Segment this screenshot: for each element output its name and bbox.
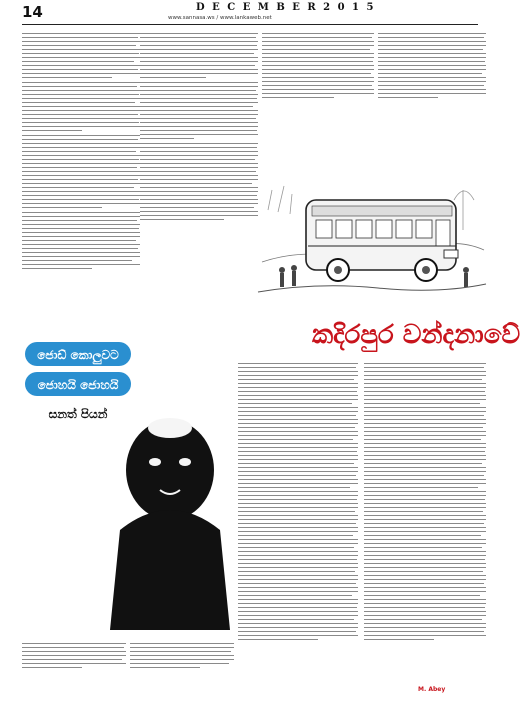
column-3 [262,30,374,102]
text-paragraph [140,33,258,78]
text-paragraph [22,135,140,208]
website-urls: www.sannasa.ws / www.lankaweb.net [168,15,272,21]
bus-illustration [258,170,486,312]
monk-inset-image [20,330,230,630]
page-number: 14 [22,3,43,21]
text-paragraph [378,33,486,98]
column-1 [22,30,140,273]
inset-title-bottom: ජොහයි ජොහයි [37,378,119,392]
text-paragraph [238,363,358,640]
issue-date: D E C E M B E R 2 0 1 5 [196,2,376,13]
column-8 [364,360,486,644]
column-5 [22,640,126,672]
article-title: කදිරපුර වන්දනාවේ [312,320,520,350]
header-rule [22,24,478,25]
text-paragraph [364,363,486,640]
text-paragraph [140,82,258,139]
text-paragraph [262,33,374,98]
text-paragraph [130,643,234,668]
page-header [0,0,496,30]
text-paragraph [22,212,140,269]
inset-title-top: ජොඩ් කොලුවට [37,348,119,362]
text-paragraph [140,143,258,220]
text-paragraph [22,82,140,131]
column-7 [238,360,358,644]
byline: M. Abey [418,686,446,693]
column-6 [130,640,234,672]
text-paragraph [22,643,126,668]
inset-subtitle: සනත් පියන් [48,407,108,421]
column-2 [140,30,258,224]
column-4 [378,30,486,102]
text-paragraph [22,33,140,78]
